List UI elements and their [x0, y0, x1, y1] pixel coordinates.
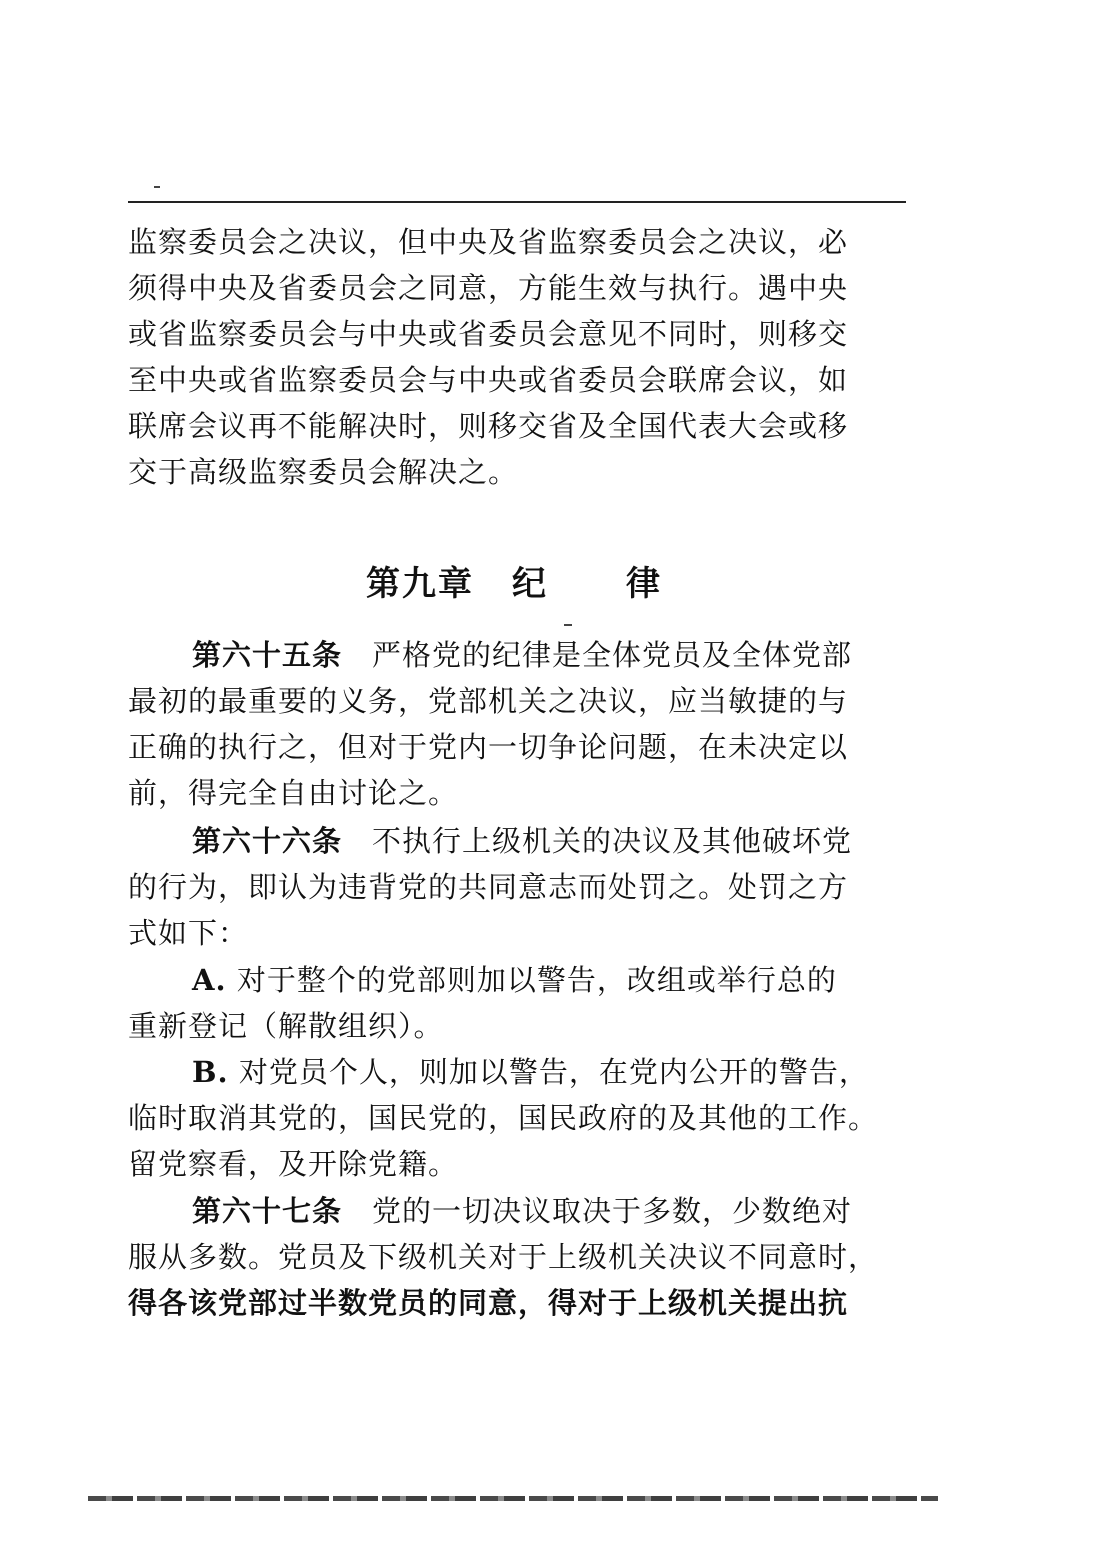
- article-65-line-4: 前，得完全自由讨论之。: [128, 776, 459, 810]
- item-a-label: A.: [192, 963, 227, 997]
- item-a-line-2: 重新登记（解散组织）。: [128, 1009, 444, 1043]
- article-67-line-1: [128, 1188, 910, 1234]
- article-66-line-1: [128, 818, 910, 864]
- article-66: [128, 818, 910, 956]
- article-65-line-3: 正确的执行之，但对于党内一切争论问题，在未决定以: [128, 730, 849, 764]
- chapter-title-part2: 律: [626, 564, 662, 604]
- article-65-line-2: 最初的最重要的义务，党部机关之决议，应当敏捷的与: [128, 684, 849, 718]
- article-65-text-1: 严格党的纪律是全体党员及全体党部: [372, 638, 853, 672]
- top-paragraph-line-3: 或省监察委员会与中央或省委员会意见不同时，则移交: [128, 317, 849, 351]
- article-66-text-1: 不执行上级机关的决议及其他破坏党: [372, 824, 853, 858]
- article-66-line-3: 式如下：: [128, 916, 249, 950]
- top-paragraph-line-5: 联席会议再不能解决时，则移交省及全国代表大会或移: [128, 409, 849, 443]
- article-67-text-1: 党的一切决议取决于多数，少数绝对: [372, 1194, 853, 1228]
- item-b-label: B.: [192, 1055, 229, 1089]
- scan-dot: [564, 624, 572, 626]
- item-b-text-1: 对党员个人，则加以警告，在党内公开的警告，: [238, 1055, 869, 1089]
- item-a-text-1: 对于整个的党部则加以警告，改组或举行总的: [236, 963, 837, 997]
- article-65: [128, 632, 910, 816]
- article-65-line-1: [128, 632, 910, 678]
- article-66-line-2: 的行为，即认为违背党的共同意志而处罚之。处罚之方: [128, 870, 849, 904]
- chapter-number: 第九章: [366, 564, 474, 604]
- article-67-line-3: 得各该党部过半数党员的同意，得对于上级机关提出抗: [128, 1286, 849, 1320]
- item-b-line-1: [128, 1049, 910, 1095]
- article-65-label: 第六十五条: [192, 638, 343, 672]
- top-scan-mark: [154, 186, 160, 188]
- item-a-line-1: [128, 957, 910, 1003]
- top-paragraph-line-2: 须得中央及省委员会之同意，方能生效与执行。遇中央: [128, 271, 849, 305]
- top-paragraph-line-4: 至中央或省监察委员会与中央或省委员会联席会议，如: [128, 363, 849, 397]
- item-a: [128, 957, 910, 1049]
- top-rule: [128, 201, 906, 203]
- article-67-line-2: 服从多数。党员及下级机关对于上级机关决议不同意时，: [128, 1240, 879, 1274]
- top-paragraph-line-6: 交于高级监察委员会解决之。: [128, 455, 519, 489]
- chapter-heading: [366, 556, 662, 605]
- top-paragraph-line-1: 监察委员会之决议，但中央及省监察委员会之决议，必: [128, 225, 849, 259]
- chapter-title-part1: 纪: [512, 564, 548, 604]
- article-67-label: 第六十七条: [192, 1194, 343, 1228]
- article-67: [128, 1188, 910, 1326]
- item-b: [128, 1049, 910, 1187]
- item-b-line-3: 留党察看，及开除党籍。: [128, 1147, 459, 1181]
- item-b-line-2: 临时取消其党的，国民党的，国民政府的及其他的工作。: [128, 1101, 879, 1135]
- article-66-label: 第六十六条: [192, 824, 343, 858]
- bottom-scan-rule: [88, 1496, 938, 1501]
- top-paragraph: [128, 219, 910, 495]
